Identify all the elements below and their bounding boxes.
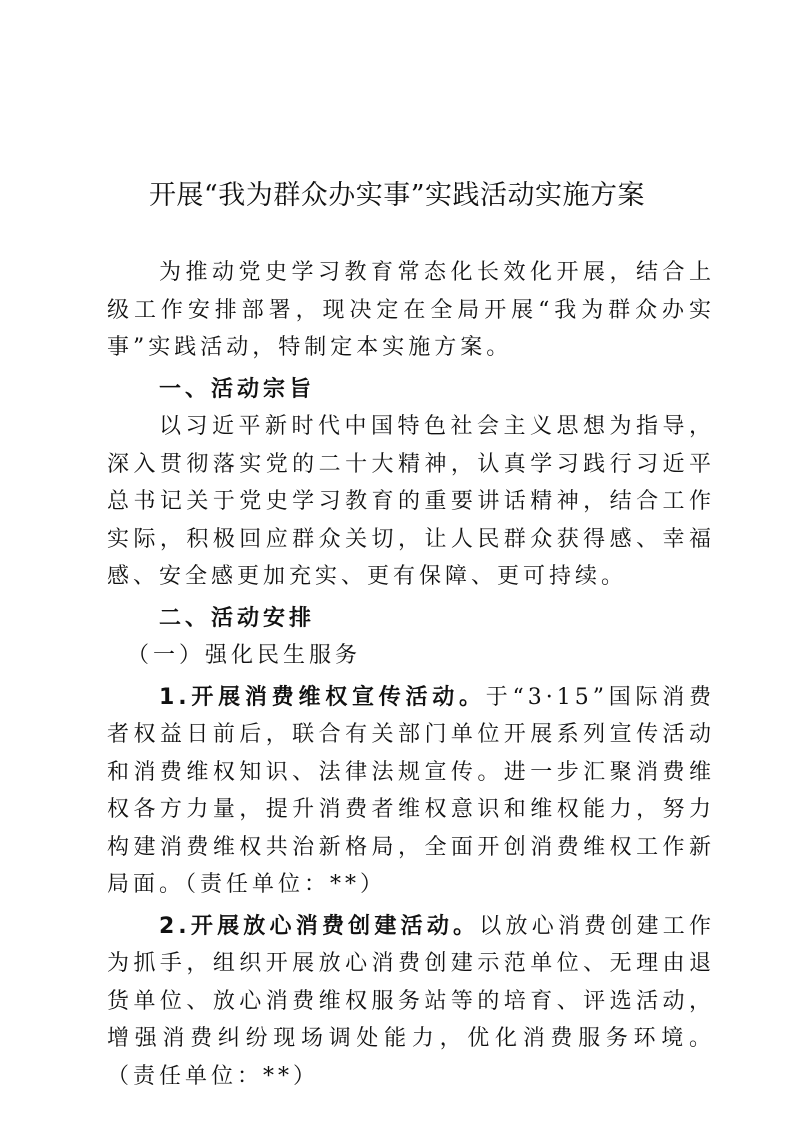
section-heading-arrangement: 二、活动安排 [159,605,316,631]
list-item [107,679,715,904]
item-body: 于“3·15”国际消费者权益日前后，联合有关部门单位开展系列宣传活动和消费维权知识、法律法规宣传。进一步汇聚消费维权各方力量，提升消费者维权意识和维权能力，努力构建消费维权共治新格局，全面开创消费维权工作新局面。（责任单位：**） [107,684,715,897]
intro-paragraph: 为推动党史学习教育常态化长效化开展，结合上级工作安排部署，现决定在全局开展“我为群众办实事”实践活动，特制定本实施方案。 [107,260,715,360]
document-body [107,254,715,1095]
subsection-heading: （一）强化民生服务 [127,643,362,668]
purpose-paragraph: 以习近平新时代中国特色社会主义思想为指导，深入贯彻落实党的二十大精神，认真学习践行习近平总书记关于党史学习教育的重要讲话精神，结合工作实际，积极回应群众关切，让人民群众获得感、幸福感、安全感更加充实、更有保障、更可持续。 [107,414,715,589]
item-lead: 1.开展消费维权宣传活动。 [159,684,486,710]
item-lead: 2.开展放心消费创建活动。 [159,913,480,939]
document-title: 开展“我为群众办实事”实践活动实施方案 [148,180,646,211]
list-item [107,908,715,1096]
section-heading-purpose: 一、活动宗旨 [159,376,316,402]
item-body: 以放心消费创建工作为抓手，组织开展放心消费创建示范单位、无理由退货单位、放心消费维权服务站等的培育、评选活动，增强消费纠纷现场调处能力，优化消费服务环境。（责任单位：**） [107,913,715,1089]
